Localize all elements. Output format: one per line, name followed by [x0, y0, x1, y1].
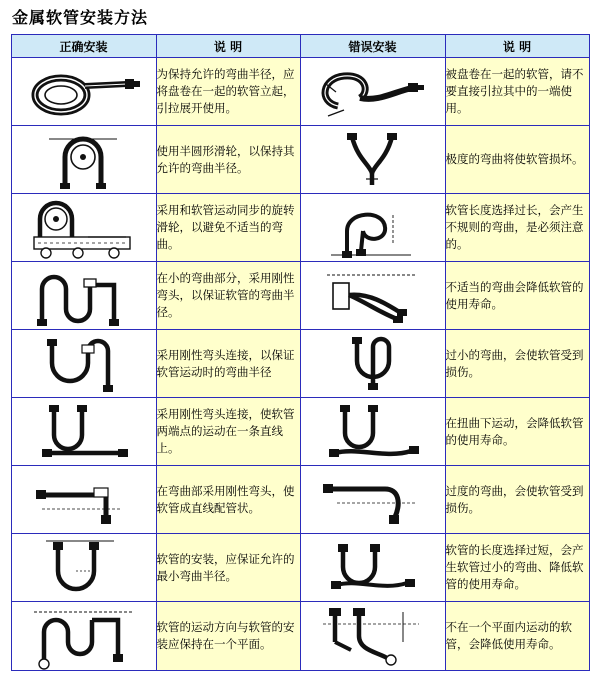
wrong-note-text: 软管长度选择过长，会产生不规则的弯曲，是必须注意的。 [445, 194, 589, 262]
table-row [11, 126, 589, 194]
table-row [11, 58, 589, 126]
synchronized-pulley-chain-icon [11, 194, 156, 262]
rigid-bend-small-radius-icon [11, 262, 156, 330]
header-wrong-install: 错误安装 [300, 35, 445, 58]
semicircular-pulley-icon [11, 126, 156, 194]
table-row [11, 466, 589, 534]
correct-note-text: 采用刚性弯头连接，以保证软管运动时的弯曲半径 [156, 330, 300, 398]
sharp-bend-hose-icon [300, 126, 445, 194]
wrong-note-text: 被盘卷在一起的软管，请不要直接引拉其中的一端使用。 [445, 58, 589, 126]
table-row [11, 194, 589, 262]
wrong-note-text: 过小的弯曲，会使软管受到损伤。 [445, 330, 589, 398]
correct-note-text: 在弯曲部采用刚性弯头，使软管成直线配管状。 [156, 466, 300, 534]
correct-note-text: 使用半圆形滑轮，以保持其允许的弯曲半径。 [156, 126, 300, 194]
wrong-note-text: 不适当的弯曲会降低软管的使用寿命。 [445, 262, 589, 330]
table-row [11, 262, 589, 330]
correct-note-text: 采用刚性弯头连接，使软管两端点的运动在一条直线上。 [156, 398, 300, 466]
header-wrong-note: 说 明 [445, 35, 589, 58]
table-row [11, 330, 589, 398]
min-bend-radius-u-icon [11, 534, 156, 602]
correct-note-text: 为保持允许的弯曲半径，应将盘卷在一起的软管立起，引拉展开使用。 [156, 58, 300, 126]
rigid-elbow-u-hose-icon [11, 330, 156, 398]
table-header-row [11, 35, 589, 58]
page-title: 金属软管安装方法 [12, 8, 149, 27]
straight-pipe-elbow-icon [11, 466, 156, 534]
coiled-hose-flat-icon [11, 58, 156, 126]
over-tight-bend-icon [300, 330, 445, 398]
rigid-elbow-straight-line-icon [11, 398, 156, 466]
installation-methods-table [11, 34, 590, 671]
wrong-note-text: 过度的弯曲，会使软管受到损伤。 [445, 466, 589, 534]
table-row [11, 398, 589, 466]
out-of-plane-motion-icon [300, 602, 445, 671]
coiled-hose-pulled-icon [300, 58, 445, 126]
header-correct-note: 说 明 [156, 35, 300, 58]
correct-note-text: 软管的运动方向与软管的安装应保持在一个平面。 [156, 602, 300, 671]
correct-note-text: 软管的安装，应保证允许的最小弯曲半径。 [156, 534, 300, 602]
header-correct-install: 正确安装 [11, 35, 156, 58]
correct-note-text: 采用和软管运动同步的旋转滑轮，以避免不适当的弯曲。 [156, 194, 300, 262]
improper-bend-clamp-icon [300, 262, 445, 330]
irregular-long-hose-icon [300, 194, 445, 262]
torsion-bend-hose-icon [300, 398, 445, 466]
wrong-note-text: 软管的长度选择过短，会产生软管过小的弯曲、降低软管的使用寿命。 [445, 534, 589, 602]
table-row [11, 534, 589, 602]
wrong-note-text: 在扭曲下运动，会降低软管的使用寿命。 [445, 398, 589, 466]
correct-note-text: 在小的弯曲部分，采用刚性弯头，以保证软管的弯曲半径。 [156, 262, 300, 330]
wrong-note-text: 不在一个平面内运动的软管，会降低使用寿命。 [445, 602, 589, 671]
too-long-hose-bracket-icon [300, 534, 445, 602]
same-plane-motion-icon [11, 602, 156, 671]
wrong-note-text: 极度的弯曲将使软管损坏。 [445, 126, 589, 194]
table-row [11, 602, 589, 671]
excessive-bend-angle-icon [300, 466, 445, 534]
